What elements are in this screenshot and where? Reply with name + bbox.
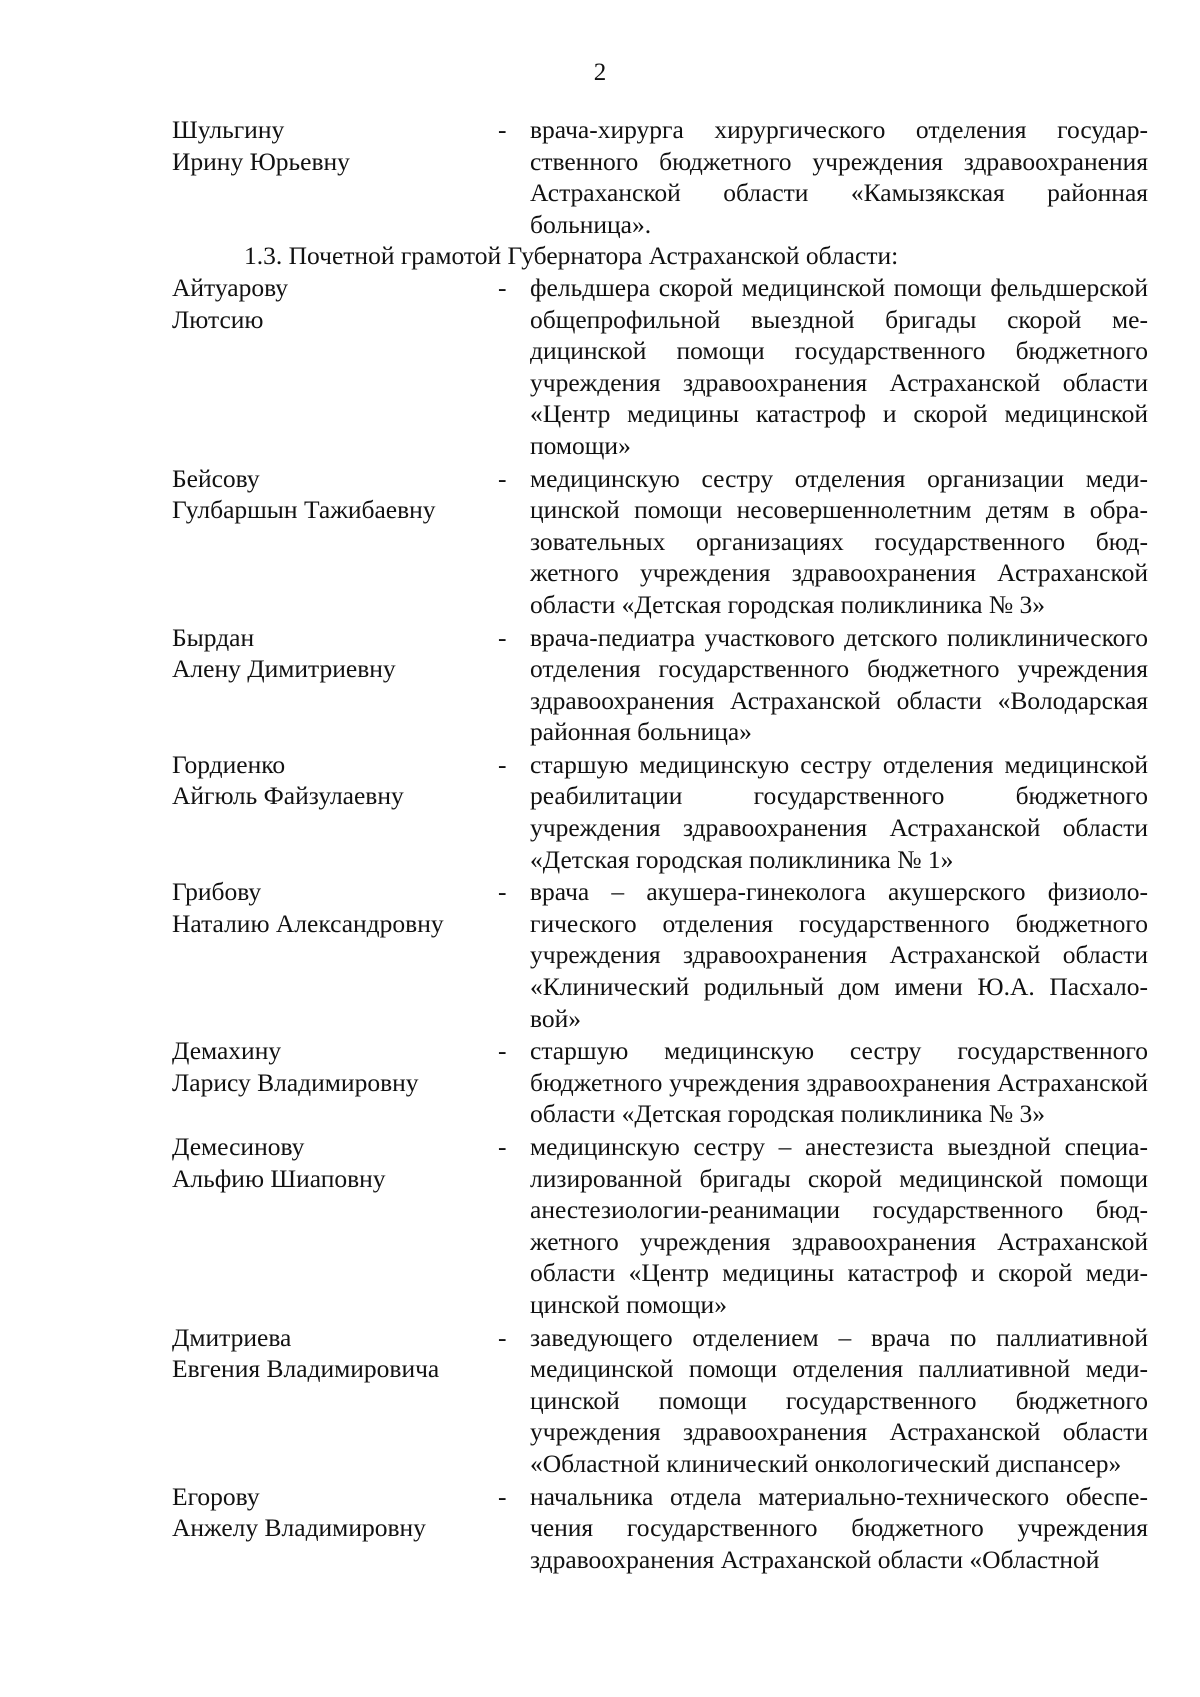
recipient-surname: Гордиенко xyxy=(172,749,286,779)
recipient-name xyxy=(172,1481,490,1576)
recipient-given-names: Евгения Владимировича xyxy=(172,1354,440,1384)
recipient-position: врача – акушера-гинеколога акушерского физиологического отделения государственного бюджетного учреждения здравоохранения Астраханской области «Клинический родильный дом имени Ю.А. Пасхаловой» xyxy=(530,877,1148,1033)
dash-separator: - xyxy=(498,272,507,302)
recipient-name xyxy=(172,876,490,1034)
recipient-name xyxy=(172,622,490,748)
recipient-surname: Грибову xyxy=(172,877,262,907)
recipient-given-names: Ирину Юрьевну xyxy=(172,146,350,176)
award-entry xyxy=(172,622,1148,748)
award-entry xyxy=(172,876,1148,1034)
recipient-position: фельдшера скорой медицинской помощи фельдшерской общепрофильной выездной бригады скорой медицинской помощи государственного бюджетного учреждения здравоохранения Астраханской области «Центр медицины катастроф и скорой медицинской помощи» xyxy=(530,272,1148,460)
recipient-given-names: Наталию Александровну xyxy=(172,908,444,938)
recipient-given-names: Айгюль Файзулаевну xyxy=(172,781,404,811)
recipient-position: заведующего отделением – врача по паллиативной медицинской помощи отделения паллиативной медицинской помощи государственного бюджетного учреждения здравоохранения Астраханской области «Областной клинический онкологический диспансер» xyxy=(530,1322,1148,1478)
recipient-given-names: Ларису Владимировну xyxy=(172,1067,419,1097)
dash-separator: - xyxy=(498,1481,507,1511)
recipient-position: старшую медицинскую сестру отделения медицинской реабилитации государственного бюджетного учреждения здравоохранения Астраханской области «Детская городская поликлиника № 1» xyxy=(530,749,1148,874)
dash-separator: - xyxy=(498,1036,507,1066)
recipient-surname: Демахину xyxy=(172,1036,282,1066)
award-entry xyxy=(172,114,1148,240)
award-entry xyxy=(172,1035,1148,1130)
recipient-surname: Дмитриева xyxy=(172,1322,292,1352)
award-entry xyxy=(172,272,1148,462)
recipient-given-names: Алену Димитриевну xyxy=(172,654,396,684)
recipient-given-names: Альфию Шиаповну xyxy=(172,1163,386,1193)
recipient-surname: Егорову xyxy=(172,1481,260,1511)
recipient-surname: Айтуарову xyxy=(172,272,289,302)
section-heading: 1.3. Почетной грамотой Губернатора Астраханской области: xyxy=(244,241,899,271)
dash-separator: - xyxy=(498,622,507,652)
recipient-name xyxy=(172,749,490,875)
recipient-name xyxy=(172,1035,490,1130)
recipient-position: врача-педиатра участкового детского поликлинического отделения государственного бюджетного учреждения здравоохранения Астраханской области «Володарская районная больница» xyxy=(530,622,1148,747)
award-list xyxy=(172,272,1148,1575)
page-number: 2 xyxy=(593,59,607,86)
recipient-name xyxy=(172,1131,490,1321)
recipient-surname: Бырдан xyxy=(172,622,255,652)
dash-separator: - xyxy=(498,749,507,779)
recipient-given-names: Анжелу Владимировну xyxy=(172,1513,426,1543)
recipient-surname: Бейсову xyxy=(172,463,260,493)
dash-separator: - xyxy=(498,463,507,493)
recipient-position: начальника отдела материально-технического обеспечения государственного бюджетного учреждения здравоохранения Астраханской области «Областной xyxy=(530,1481,1148,1574)
recipient-name xyxy=(172,272,490,462)
recipient-position: старшую медицинскую сестру государственного бюджетного учреждения здравоохранения Астраханской области «Детская городская поликлиника № 3» xyxy=(530,1036,1148,1129)
recipient-position: медицинскую сестру – анестезиста выездной специализированной бригады скорой медицинской помощи анестезиологии-реанимации государственного бюджетного учреждения здравоохранения Астраханской области «Центр медицины катастроф и скорой медицинской помощи» xyxy=(530,1132,1148,1319)
award-entry xyxy=(172,1322,1148,1480)
award-entry xyxy=(172,463,1148,621)
recipient-position: врача-хирурга хирургического отделения государственного бюджетного учреждения здравоохранения Астраханской области «Камызякская районная больница». xyxy=(530,115,1148,239)
recipient-name xyxy=(172,463,490,621)
recipient-surname: Шульгину xyxy=(172,115,285,144)
recipient-name xyxy=(172,1322,490,1480)
dash-separator: - xyxy=(498,1132,507,1161)
award-entry xyxy=(172,1481,1148,1576)
award-entry xyxy=(172,749,1148,875)
award-entry xyxy=(172,1131,1148,1321)
recipient-name xyxy=(172,114,490,240)
document-body xyxy=(172,114,1148,1575)
dash-separator: - xyxy=(498,115,507,144)
dash-separator: - xyxy=(498,877,507,907)
recipient-surname: Демесинову xyxy=(172,1132,305,1161)
dash-separator: - xyxy=(498,1322,507,1352)
recipient-given-names: Гулбаршын Тажибаевну xyxy=(172,495,436,525)
recipient-given-names: Лютсию xyxy=(172,304,264,334)
recipient-position: медицинскую сестру отделения организации медицинской помощи несовершеннолетним детям в образовательных организациях государственного бюджетного учреждения здравоохранения Астраханской области «Детская городская поликлиника № 3» xyxy=(530,463,1148,619)
